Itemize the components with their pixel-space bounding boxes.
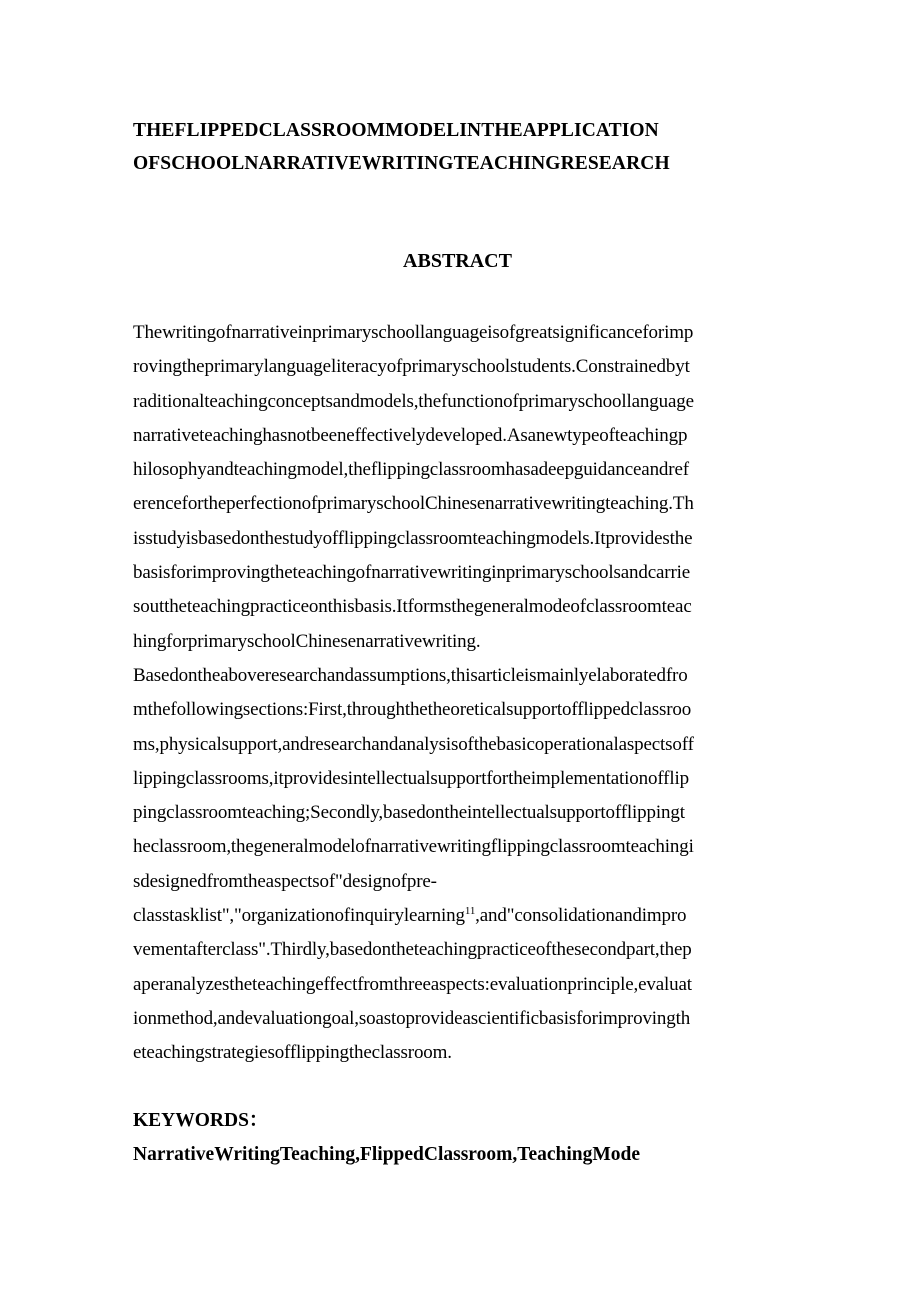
footnote-marker: 11 [464, 905, 476, 918]
abstract-line: sdesignedfromtheaspectsof"designofpre- [133, 870, 437, 892]
abstract-line: mthefollowingsections:First,throughthetheoreticalsupportofflippedclassroo [133, 699, 692, 721]
abstract-line: Basedontheaboveresearchandassumptions,thisarticleismainlyelaboratedfro [133, 664, 688, 686]
keywords-text: NarrativeWritingTeaching,FlippedClassroom,TeachingMode [133, 1144, 641, 1165]
abstract-line: hingforprimaryschoolChinesenarrativewriting. [133, 630, 481, 652]
abstract-heading: ABSTRACT [403, 250, 512, 272]
abstract-line: heclassroom,thegeneralmodelofnarrativewritingflippingclassroomteachingi [133, 836, 694, 858]
abstract-line: ms,physicalsupport,andresearchandanalysisofthebasicoperationalaspectsoff [133, 733, 694, 755]
abstract-line: aperanalyzestheteachingeffectfromthreeaspects:evaluationprinciple,evaluat [133, 973, 692, 995]
keywords-section [133, 1104, 793, 1172]
title-line: OFSCHOOLNARRATIVEWRITINGTEACHINGRESEARCH [133, 153, 670, 174]
abstract-body [133, 316, 793, 1071]
abstract-line: erencefortheperfectionofprimaryschoolChinesenarrativewritingteaching.Th [133, 493, 694, 515]
abstract-line-text: classtasklist","organizationofinquirylearning [133, 905, 465, 927]
abstract-line: vementafterclass".Thirdly,basedontheteachingpracticeofthesecondpart,thep [133, 939, 692, 961]
abstract-line: isstudyisbasedonthestudyofflippingclassroomteachingmodels.Itprovidesthe [133, 527, 693, 549]
abstract-line: lippingclassrooms,itprovidesintellectualsupportfortheimplementationofflip [133, 767, 689, 789]
abstract-line-with-footnote [133, 899, 793, 933]
abstract-line-tail: ,and"consolidationandimpro [475, 905, 687, 927]
paper-title [133, 114, 793, 180]
title-line: THEFLIPPEDCLASSROOMMODELINTHEAPPLICATION [133, 120, 659, 141]
abstract-line: pingclassroomteaching;Secondly,basedontheintellectualsupportofflippingt [133, 802, 685, 824]
abstract-line: souttheteachingpracticeonthisbasis.Itformsthegeneralmodeofclassroomteac [133, 596, 692, 618]
abstract-line: Thewritingofnarrativeinprimaryschoollanguageisofgreatsignificanceforimp [133, 322, 694, 343]
abstract-line: hilosophyandteachingmodel,theflippingclassroomhasadeepguidanceandref [133, 459, 689, 481]
abstract-line: basisforimprovingtheteachingofnarrativewritinginprimaryschoolsandcarrie [133, 562, 691, 584]
keywords-label: KEYWORDS： [133, 1110, 269, 1131]
abstract-line: raditionalteachingconceptsandmodels,thefunctionofprimaryschoollanguage [133, 390, 694, 412]
abstract-line: narrativeteachinghasnotbeeneffectivelydeveloped.Asanewtypeofteachingp [133, 424, 688, 446]
abstract-line: rovingtheprimarylanguageliteracyofprimaryschoolstudents.Constrainedbyt [133, 356, 690, 378]
abstract-line: eteachingstrategiesofflippingtheclassroom. [133, 1042, 452, 1064]
abstract-line: ionmethod,andevaluationgoal,soastoprovideascientificbasisforimprovingth [133, 1007, 691, 1029]
